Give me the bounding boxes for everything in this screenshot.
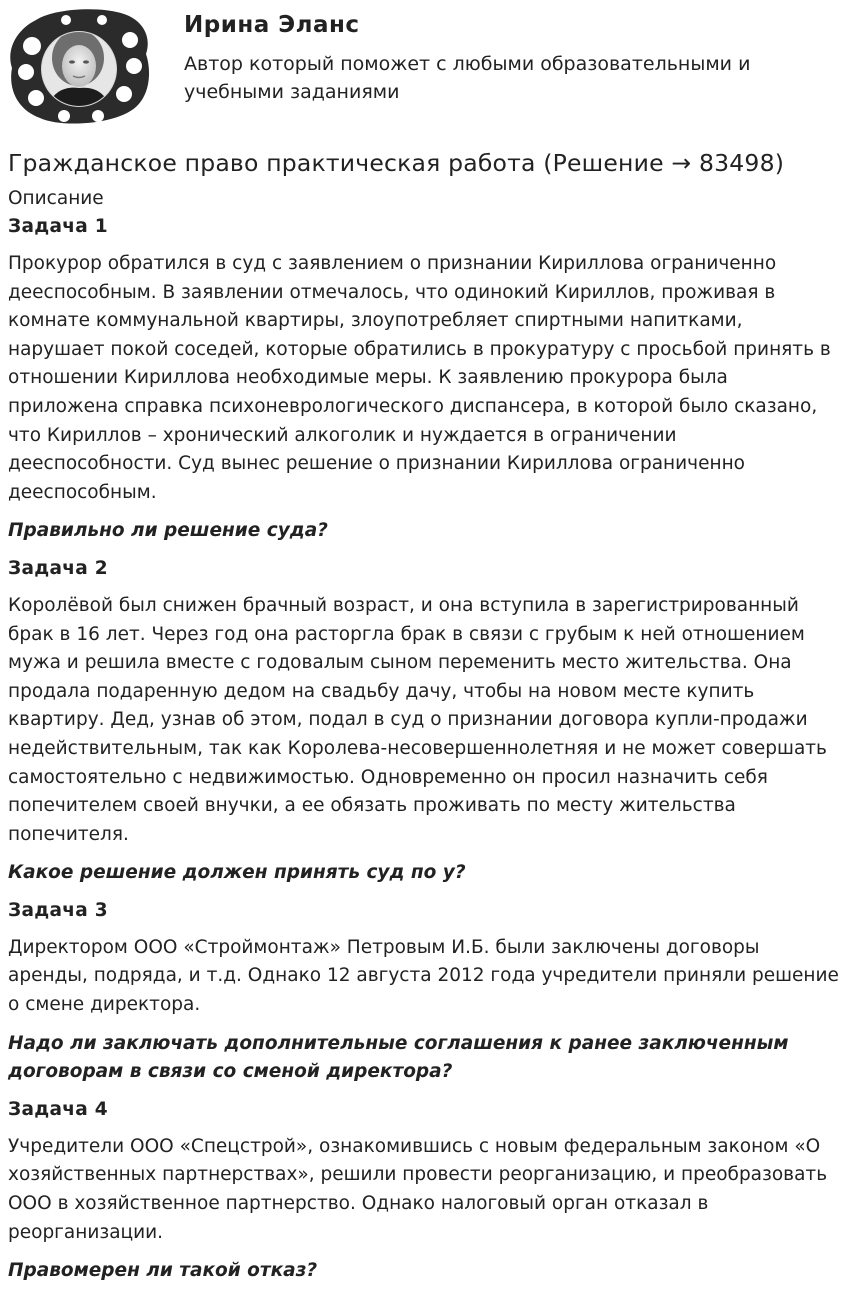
description-label: Описание (8, 188, 104, 209)
author-name[interactable]: Ирина Эланс (184, 12, 360, 38)
task-question: Надо ли заключать дополнительные соглашения к ранее заключенным договорам в связи со сменой директора? (8, 1032, 789, 1083)
task-text: Королёвой был снижен брачный возраст, и она вступила в зарегистрированный брак в 16 лет. Через год она расторгла брак в связи с грубым к ней отношением мужа и решила вместе с годовалым сыном переменить место жительства. Она продала подаренную дедом на свадьбу дачу, чтобы на новом месте купить квартиру. Дед, узнав об этом, подал в суд о признании договора купли-продажи недействительным, так как Королева-несовершеннолетняя и не может совершать самостоятельно с недвижимостью. Одновременно он просил назначить себя попечителем своей внучки, а ее обязать проживать по месту жительства попечителя. (8, 594, 827, 845)
task-question: Правомерен ли такой отказ? (8, 1260, 318, 1282)
task-block (8, 898, 842, 1087)
task-title: Задача 1 (8, 216, 108, 237)
task-question: Правильно ли решение суда? (8, 520, 328, 542)
page-title: Гражданское право практическая работа (Решение → 83498) (8, 149, 785, 177)
task-block (8, 1097, 842, 1286)
task-title: Задача 4 (8, 1098, 108, 1120)
task-title: Задача 2 (8, 557, 108, 579)
task-title: Задача 3 (8, 899, 108, 921)
task-text: Учредители ООО «Спецстрой», ознакомившись с новым федеральным законом «О хозяйственных партнерствах», решили провести реорганизацию, и преобразовать ООО в хозяйственное партнерство. Однако налоговый орган отказал в реорганизации. (8, 1135, 828, 1243)
author-avatar[interactable] (6, 6, 152, 128)
author-description: Автор который поможет с любыми образовательными и учебными заданиями (184, 53, 751, 103)
task-block (8, 556, 842, 888)
author-header (0, 0, 847, 132)
document-content (8, 146, 842, 1296)
task-block (8, 214, 842, 546)
task-text: Прокурор обратился в суд с заявлением о признании Кириллова ограниченно дееспособным. В заявлении отмечалось, что одинокий Кириллов, проживая в комнате коммунальной квартиры, злоупотребляет спиртными напитками, нарушает покой соседей, которые обратились в прокуратуру с просьбой принять в отношении Кириллова необходимые меры. К заявлению прокурора была приложена справка психоневрологического диспансера, в которой было сказано, что Кириллов – хронический алкоголик и нуждается в ограничении дееспособности. Суд вынес решение о признании Кириллова ограниченно дееспособным. (8, 253, 831, 503)
task-text: Директором ООО «Строймонтаж» Петровым И.Б. были заключены договоры аренды, подряда, и т.д. Однако 12 августа 2012 года учредители приняли решение о смене директора. (8, 936, 839, 1016)
task-question: Какое решение должен принять суд по у? (8, 862, 466, 884)
film-reel-avatar-icon (6, 6, 152, 128)
